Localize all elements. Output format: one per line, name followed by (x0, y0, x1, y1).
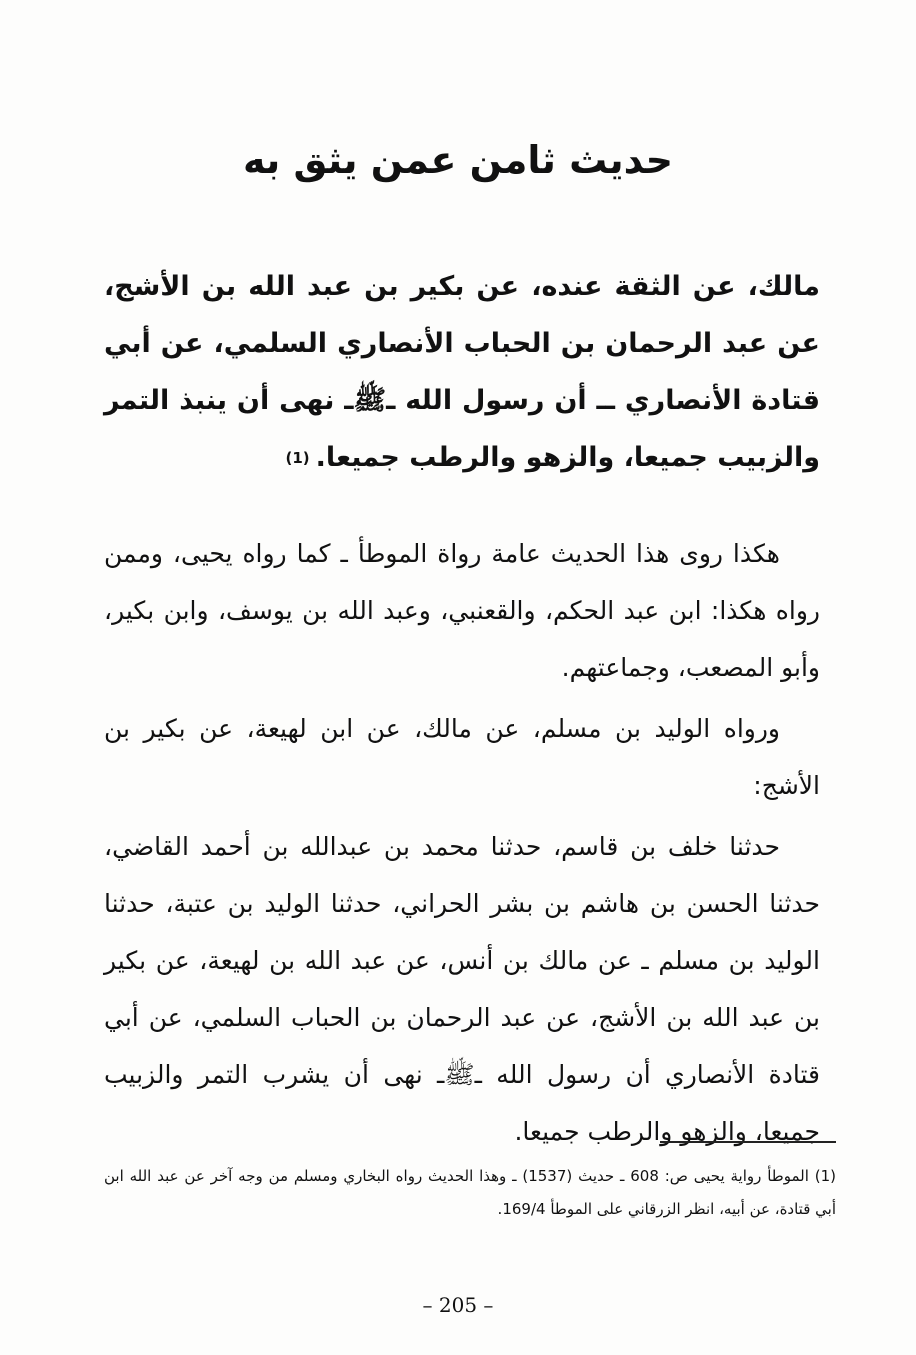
footnote-divider (660, 1141, 836, 1143)
hadith-text (104, 258, 820, 487)
footnote-1: (1) الموطأ رواية يحيى ص: 608 ـ حديث (1537) ـ وهذا الحديث رواه البخاري ومسلم من وجه آخر عن عبد الله ابن أبي قتادة، عن أبيه، انظر الزرقاني على الموطأ 169/4. (104, 1167, 836, 1218)
commentary (104, 525, 820, 1164)
commentary-paragraph-3: حدثنا خلف بن قاسم، حدثنا محمد بن عبدالله بن أحمد القاضي، حدثنا الحسن بن هاشم بن بشر الحراني، حدثنا الوليد بن عتبة، حدثنا الوليد بن مسلم ـ عن مالك بن أنس، عن عبد الله بن لهيعة، عن بكير بن عبد الله بن الأشج، عن عبد الرحمان بن الحباب السلمي، عن أبي قتادة الأنصاري أن رسول الله ـﷺـ نهى أن يشرب التمر والزبيب جميعا، والزهو والرطب جميعا. (104, 832, 820, 1146)
commentary-paragraph-2: ورواه الوليد بن مسلم، عن مالك، عن ابن لهيعة، عن بكير بن الأشج: (104, 714, 820, 800)
chapter-title: حديث ثامن عمن يثق به (243, 138, 673, 182)
footnotes (104, 1160, 836, 1226)
commentary-paragraph-1: هكذا روى هذا الحديث عامة رواة الموطأ ـ كما رواه يحيى، وممن رواه هكذا: ابن عبد الحكم، والقعنبي، وعبد الله بن يوسف، وابن بكير، وأبو المصعب، وجماعتهم. (104, 539, 820, 682)
footnote-reference: (1) (285, 449, 310, 467)
page-number: – 205 – (422, 1293, 494, 1317)
hadith-body: مالك، عن الثقة عنده، عن بكير بن عبد الله بن الأشج، عن عبد الرحمان بن الحباب الأنصاري السلمي، عن أبي قتادة الأنصاري ــ أن رسول الله ـﷺـ نهى أن ينبذ التمر والزبيب جميعا، والزهو والرطب جميعا. (104, 271, 820, 473)
